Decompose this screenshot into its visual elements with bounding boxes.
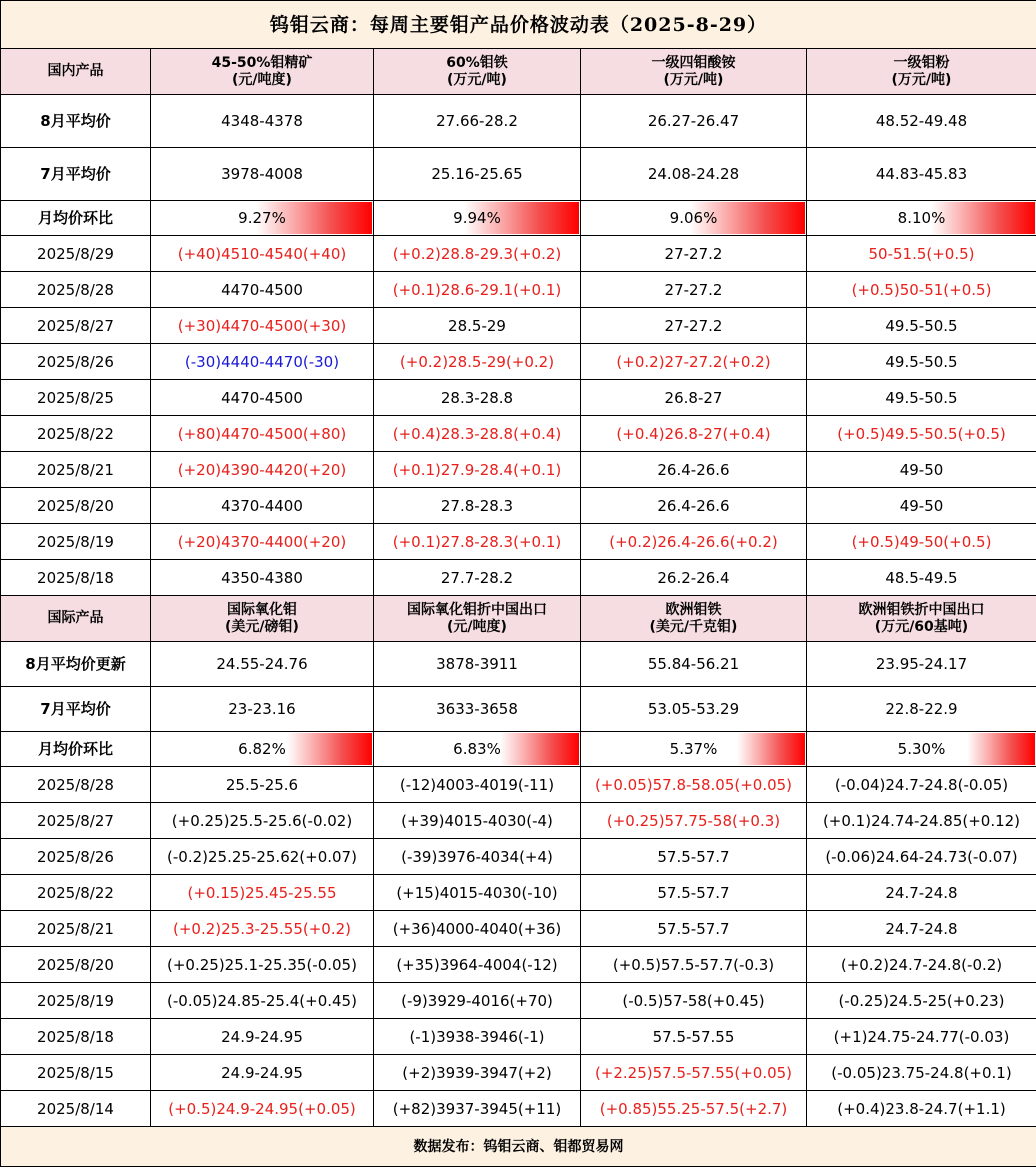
domestic-daily-row [1,272,1036,308]
domestic-daily-row [1,488,1036,524]
price-cell: 26.4-26.6 [581,488,807,524]
domestic-header-row [1,49,1036,95]
mom-box [581,201,806,235]
mom-cell [581,732,807,767]
col-name: 60%钼铁 [446,54,508,71]
domestic-avg-row [1,148,1036,201]
price-cell: (+0.5)49-50(+0.5) [807,524,1036,560]
price-cell: 24.9-24.95 [151,1055,374,1091]
avg-value: 3978-4008 [151,148,374,201]
col-name: 欧洲钼铁 [665,601,722,618]
price-cell: (+0.5)49.5-50.5(+0.5) [807,416,1036,452]
mom-cell [374,732,581,767]
row-date: 2025/8/22 [1,416,151,452]
avg-value: 55.84-56.21 [581,642,807,687]
price-cell: (+0.1)28.6-29.1(+0.1) [374,272,581,308]
row-date: 2025/8/26 [1,839,151,875]
price-cell: 27.7-28.2 [374,560,581,596]
price-cell: 50-51.5(+0.5) [807,236,1036,272]
avg-value: 24.55-24.76 [151,642,374,687]
price-cell: (-1)3938-3946(-1) [374,1019,581,1055]
international-daily-row [1,1091,1036,1127]
domestic-daily-row [1,416,1036,452]
price-cell: (+15)4015-4030(-10) [374,875,581,911]
mom-value: 8.10% [897,209,946,227]
price-cell: (-39)3976-4034(+4) [374,839,581,875]
international-col-header [807,596,1036,642]
avg-value: 44.83-45.83 [807,148,1036,201]
price-cell: 24.7-24.8 [807,911,1036,947]
international-col-header [151,596,374,642]
row-date: 2025/8/18 [1,560,151,596]
domestic-col-header [581,49,807,95]
price-cell: (+0.5)57.5-57.7(-0.3) [581,947,807,983]
row-date: 2025/8/28 [1,767,151,803]
price-cell: (+0.5)24.9-24.95(+0.05) [151,1091,374,1127]
price-cell: (-0.5)57-58(+0.45) [581,983,807,1019]
avg-value: 26.27-26.47 [581,95,807,148]
avg-value: 23-23.16 [151,687,374,732]
price-cell: (+20)4390-4420(+20) [151,452,374,488]
mom-box [581,732,806,766]
price-cell: (+0.1)27.8-28.3(+0.1) [374,524,581,560]
col-unit: (万元/吨) [663,71,724,88]
price-cell: (+0.2)27-27.2(+0.2) [581,344,807,380]
avg-value: 22.8-22.9 [807,687,1036,732]
avg-value: 3878-3911 [374,642,581,687]
price-cell: (+0.4)26.8-27(+0.4) [581,416,807,452]
price-cell: 26.8-27 [581,380,807,416]
avg-value: 3633-3658 [374,687,581,732]
price-cell: 25.5-25.6 [151,767,374,803]
price-cell: 27-27.2 [581,236,807,272]
row-date: 2025/8/29 [1,236,151,272]
price-cell: 57.5-57.55 [581,1019,807,1055]
price-cell: 28.5-29 [374,308,581,344]
mom-cell [151,732,374,767]
avg-value: 48.52-49.48 [807,95,1036,148]
avg-value: 24.08-24.28 [581,148,807,201]
price-cell: 24.9-24.95 [151,1019,374,1055]
price-cell: (+0.2)25.3-25.55(+0.2) [151,911,374,947]
col-name: 国际氧化钼 [227,601,297,618]
mom-cell [807,732,1036,767]
price-cell: (+82)3937-3945(+11) [374,1091,581,1127]
price-cell: (-0.05)24.85-25.4(+0.45) [151,983,374,1019]
price-cell: 4370-4400 [151,488,374,524]
footer-row [1,1127,1036,1167]
price-cell: (+80)4470-4500(+80) [151,416,374,452]
international-daily-row [1,983,1036,1019]
price-cell: 49-50 [807,452,1036,488]
price-cell: 57.5-57.7 [581,911,807,947]
price-cell: (+0.4)23.8-24.7(+1.1) [807,1091,1036,1127]
col-unit: (元/吨度) [447,618,507,635]
price-cell: 28.3-28.8 [374,380,581,416]
row-label: 月均价环比 [1,201,151,236]
mom-box [151,201,373,235]
price-cell: (-0.05)23.75-24.8(+0.1) [807,1055,1036,1091]
col-unit: (万元/吨) [891,71,952,88]
row-date: 2025/8/21 [1,452,151,488]
price-cell: (+0.15)25.45-25.55 [151,875,374,911]
price-cell: (+35)3964-4004(-12) [374,947,581,983]
domestic-daily-row [1,308,1036,344]
domestic-daily-row [1,452,1036,488]
row-date: 2025/8/26 [1,344,151,380]
international-mom-row [1,732,1036,767]
price-cell: (-0.04)24.7-24.8(-0.05) [807,767,1036,803]
international-col-header [374,596,581,642]
domestic-col-header [807,49,1036,95]
price-cell: 49.5-50.5 [807,308,1036,344]
domestic-daily-row [1,524,1036,560]
price-cell: (+36)4000-4040(+36) [374,911,581,947]
price-cell: 4470-4500 [151,380,374,416]
price-cell: 57.5-57.7 [581,839,807,875]
col-unit: (万元/吨) [447,71,507,88]
international-daily-row [1,947,1036,983]
avg-value: 4348-4378 [151,95,374,148]
row-date: 2025/8/18 [1,1019,151,1055]
row-date: 2025/8/28 [1,272,151,308]
price-cell: (-0.25)24.5-25(+0.23) [807,983,1036,1019]
international-avg-row [1,642,1036,687]
price-cell: (+2)3939-3947(+2) [374,1055,581,1091]
mom-cell [151,201,374,236]
international-avg-row [1,687,1036,732]
price-cell: (+1)24.75-24.77(-0.03) [807,1019,1036,1055]
domestic-daily-row [1,236,1036,272]
col-unit: (美元/千克钼) [649,618,738,635]
international-col-header [581,596,807,642]
price-cell: (+0.2)24.7-24.8(-0.2) [807,947,1036,983]
price-cell: 49.5-50.5 [807,344,1036,380]
mom-value: 6.82% [238,740,286,758]
col-name: 45-50%钼精矿 [211,54,313,71]
international-daily-row [1,839,1036,875]
mom-value: 9.27% [238,209,286,227]
avg-value: 53.05-53.29 [581,687,807,732]
row-date: 2025/8/21 [1,911,151,947]
row-date: 2025/8/22 [1,875,151,911]
mom-cell [807,201,1036,236]
price-cell: (+0.1)24.74-24.85(+0.12) [807,803,1036,839]
international-daily-row [1,911,1036,947]
row-label: 8月平均价 [1,95,151,148]
col-name: 一级四钼酸铵 [651,54,736,71]
col-name: 欧洲钼铁折中国出口 [858,601,985,618]
domestic-col-header [374,49,581,95]
price-cell: 4350-4380 [151,560,374,596]
mom-value: 5.37% [669,740,718,758]
footer: 数据发布：钨钼云商、钼都贸易网 [1,1127,1036,1167]
mom-cell [581,201,807,236]
mom-box [374,201,580,235]
price-cell: (-0.2)25.25-25.62(+0.07) [151,839,374,875]
mom-value: 9.94% [453,209,501,227]
price-cell: (+0.4)28.3-28.8(+0.4) [374,416,581,452]
price-cell: (+20)4370-4400(+20) [151,524,374,560]
international-daily-row [1,1055,1036,1091]
price-cell: (+0.25)57.75-58(+0.3) [581,803,807,839]
price-cell: 48.5-49.5 [807,560,1036,596]
row-label: 8月平均价更新 [1,642,151,687]
price-cell: (+0.25)25.1-25.35(-0.05) [151,947,374,983]
price-cell: (-12)4003-4019(-11) [374,767,581,803]
price-cell: (+0.1)27.9-28.4(+0.1) [374,452,581,488]
price-cell: (+0.85)55.25-57.5(+2.7) [581,1091,807,1127]
domestic-daily-row [1,380,1036,416]
price-cell: 27.8-28.3 [374,488,581,524]
mom-box [807,732,1036,766]
mom-box [151,732,373,766]
row-date: 2025/8/19 [1,524,151,560]
price-cell: (+0.2)28.5-29(+0.2) [374,344,581,380]
international-daily-row [1,1019,1036,1055]
price-cell: (+39)4015-4030(-4) [374,803,581,839]
domestic-col-header [151,49,374,95]
row-date: 2025/8/20 [1,947,151,983]
avg-value: 25.16-25.65 [374,148,581,201]
mom-value: 5.30% [897,740,946,758]
price-cell: (+0.2)28.8-29.3(+0.2) [374,236,581,272]
international-daily-row [1,767,1036,803]
price-cell: (+0.2)26.4-26.6(+0.2) [581,524,807,560]
avg-value: 27.66-28.2 [374,95,581,148]
price-cell: (+0.25)25.5-25.6(-0.02) [151,803,374,839]
price-cell: (-0.06)24.64-24.73(-0.07) [807,839,1036,875]
price-cell: 26.2-26.4 [581,560,807,596]
international-header-label: 国际产品 [1,596,151,642]
row-label: 7月平均价 [1,687,151,732]
price-cell: 4470-4500 [151,272,374,308]
price-cell: (+40)4510-4540(+40) [151,236,374,272]
price-cell: (+2.25)57.5-57.55(+0.05) [581,1055,807,1091]
price-cell: 49-50 [807,488,1036,524]
title-row [1,1,1036,49]
domestic-mom-row [1,201,1036,236]
row-label: 月均价环比 [1,732,151,767]
avg-value: 23.95-24.17 [807,642,1036,687]
row-date: 2025/8/20 [1,488,151,524]
row-date: 2025/8/27 [1,803,151,839]
price-cell: (-9)3929-4016(+70) [374,983,581,1019]
page-title: 钨钼云商：每周主要钼产品价格波动表（2025-8-29） [1,1,1036,49]
international-daily-row [1,803,1036,839]
price-cell: 26.4-26.6 [581,452,807,488]
row-date: 2025/8/14 [1,1091,151,1127]
mom-cell [374,201,581,236]
row-date: 2025/8/25 [1,380,151,416]
col-name: 国际氧化钼折中国出口 [407,601,547,618]
price-cell: 57.5-57.7 [581,875,807,911]
domestic-daily-row [1,344,1036,380]
row-date: 2025/8/19 [1,983,151,1019]
mom-value: 9.06% [669,209,718,227]
row-date: 2025/8/15 [1,1055,151,1091]
mom-value: 6.83% [453,740,501,758]
price-cell: (+30)4470-4500(+30) [151,308,374,344]
price-cell: 49.5-50.5 [807,380,1036,416]
domestic-header-label: 国内产品 [1,49,151,95]
col-name: 一级钼粉 [893,54,950,71]
domestic-daily-row [1,560,1036,596]
international-daily-row [1,875,1036,911]
domestic-avg-row [1,95,1036,148]
col-unit: (元/吨度) [232,71,292,88]
mom-box [807,201,1036,235]
price-cell: (+0.5)50-51(+0.5) [807,272,1036,308]
row-date: 2025/8/27 [1,308,151,344]
price-cell: (+0.05)57.8-58.05(+0.05) [581,767,807,803]
price-cell: 27-27.2 [581,272,807,308]
price-cell: 27-27.2 [581,308,807,344]
price-cell: 24.7-24.8 [807,875,1036,911]
mom-box [374,732,580,766]
col-unit: (美元/磅钼) [225,618,299,635]
row-label: 7月平均价 [1,148,151,201]
price-cell: (-30)4440-4470(-30) [151,344,374,380]
col-unit: (万元/60基吨) [874,618,969,635]
international-header-row [1,596,1036,642]
